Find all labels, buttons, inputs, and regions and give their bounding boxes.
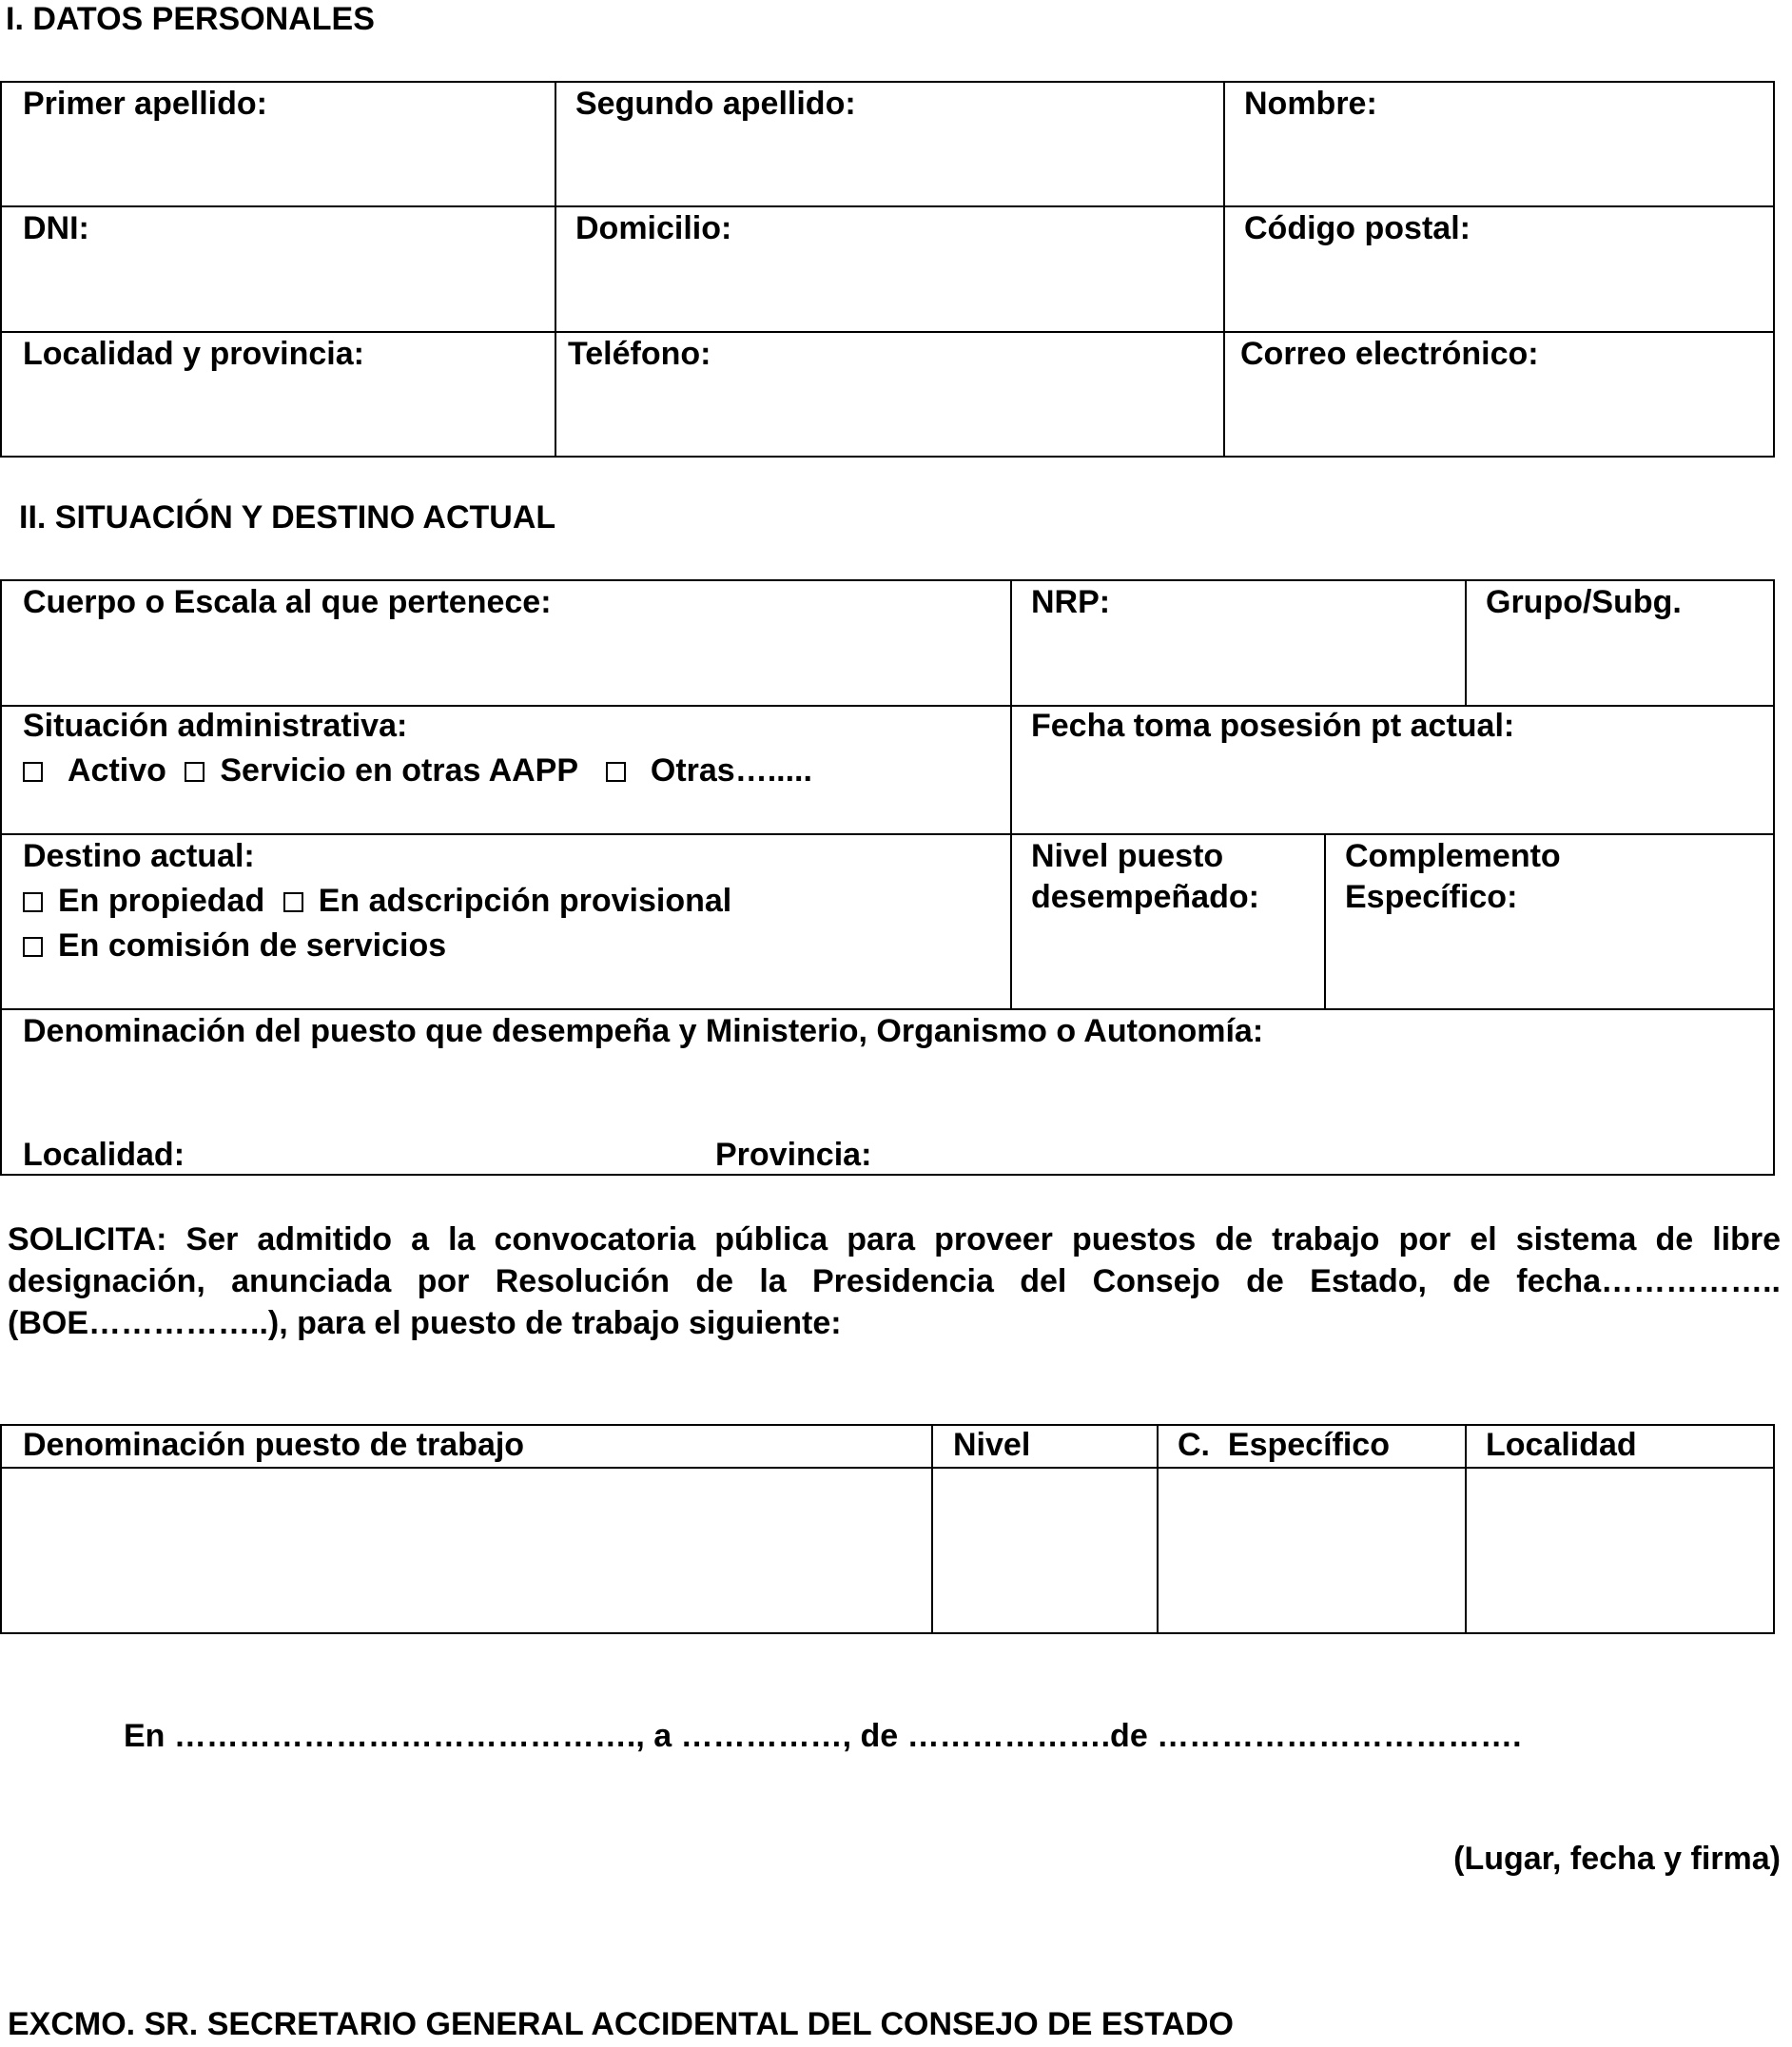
nivel-label-2: desempeñado: (1031, 879, 1259, 915)
nivel-label-1: Nivel puesto (1031, 838, 1224, 874)
destinatario: EXCMO. SR. SECRETARIO GENERAL ACCIDENTAL DEL CONSEJO DE ESTADO (8, 2006, 1234, 2042)
solicita-paragraph: SOLICITA: Ser admitido a la convocatoria pública para proveer puestos de trabajo por el sistema de libre designación, anunciada por Resolución de la Presidencia del Consejo de Estado, de fecha…………….. (BOE……………..), para el puesto de trabajo siguiente: (8, 1221, 1781, 1341)
primer-apellido-label: Primer apellido: (23, 86, 267, 122)
cuerpo-label: Cuerpo o Escala al que pertenece: (23, 584, 552, 620)
puesto-header-localidad: Localidad (1486, 1427, 1637, 1463)
segundo-apellido-label: Segundo apellido: (575, 86, 856, 122)
checkbox-servicio[interactable] (185, 762, 205, 782)
option-propiedad-label: En propiedad (58, 883, 265, 919)
puesto-header-especifico: C. Específico (1178, 1427, 1390, 1463)
option-comision-label: En comisión de servicios (58, 927, 447, 964)
option-otras-label: Otras…..... (650, 752, 812, 789)
provincia-label: Provincia: (715, 1137, 872, 1173)
checkbox-propiedad[interactable] (23, 892, 43, 912)
section-2-heading: II. SITUACIÓN Y DESTINO ACTUAL (19, 499, 556, 536)
section-1-heading: I. DATOS PERSONALES (6, 1, 375, 37)
nombre-label: Nombre: (1244, 86, 1377, 122)
fecha-toma-label: Fecha toma posesión pt actual: (1031, 708, 1515, 744)
codigo-postal-label: Código postal: (1244, 210, 1471, 246)
firma-note: (Lugar, fecha y firma) (1453, 1841, 1781, 1877)
fecha-lugar-line: En ……………………………………., a ……………, de ……………….de ……………………………. (124, 1718, 1522, 1754)
checkbox-comision[interactable] (23, 937, 43, 957)
localidad-provincia-label: Localidad y provincia: (23, 336, 364, 372)
puesto-header-denominacion: Denominación puesto de trabajo (23, 1427, 525, 1463)
situacion-options (23, 751, 812, 790)
destino-label: Destino actual: (23, 838, 255, 874)
option-adscripcion-label: En adscripción provisional (318, 883, 732, 919)
denominacion-label: Denominación del puesto que desempeña y Ministerio, Organismo o Autonomía: (23, 1013, 1264, 1049)
checkbox-otras[interactable] (606, 762, 626, 782)
checkbox-adscripcion[interactable] (283, 892, 303, 912)
destino-options-row2 (23, 926, 446, 965)
domicilio-label: Domicilio: (575, 210, 732, 246)
complemento-label-2: Específico: (1345, 879, 1518, 915)
checkbox-activo[interactable] (23, 762, 43, 782)
destino-options-row1 (23, 882, 731, 921)
correo-label: Correo electrónico: (1240, 336, 1539, 372)
nrp-label: NRP: (1031, 584, 1111, 620)
option-activo-label: Activo (68, 752, 166, 789)
option-servicio-label: Servicio en otras AAPP (220, 752, 578, 789)
puesto-header-nivel: Nivel (953, 1427, 1031, 1463)
dni-label: DNI: (23, 210, 89, 246)
telefono-label: Teléfono: (568, 336, 711, 372)
localidad-label: Localidad: (23, 1137, 185, 1173)
complemento-label-1: Complemento (1345, 838, 1561, 874)
situacion-label: Situación administrativa: (23, 708, 408, 744)
grupo-label: Grupo/Subg. (1486, 584, 1682, 620)
